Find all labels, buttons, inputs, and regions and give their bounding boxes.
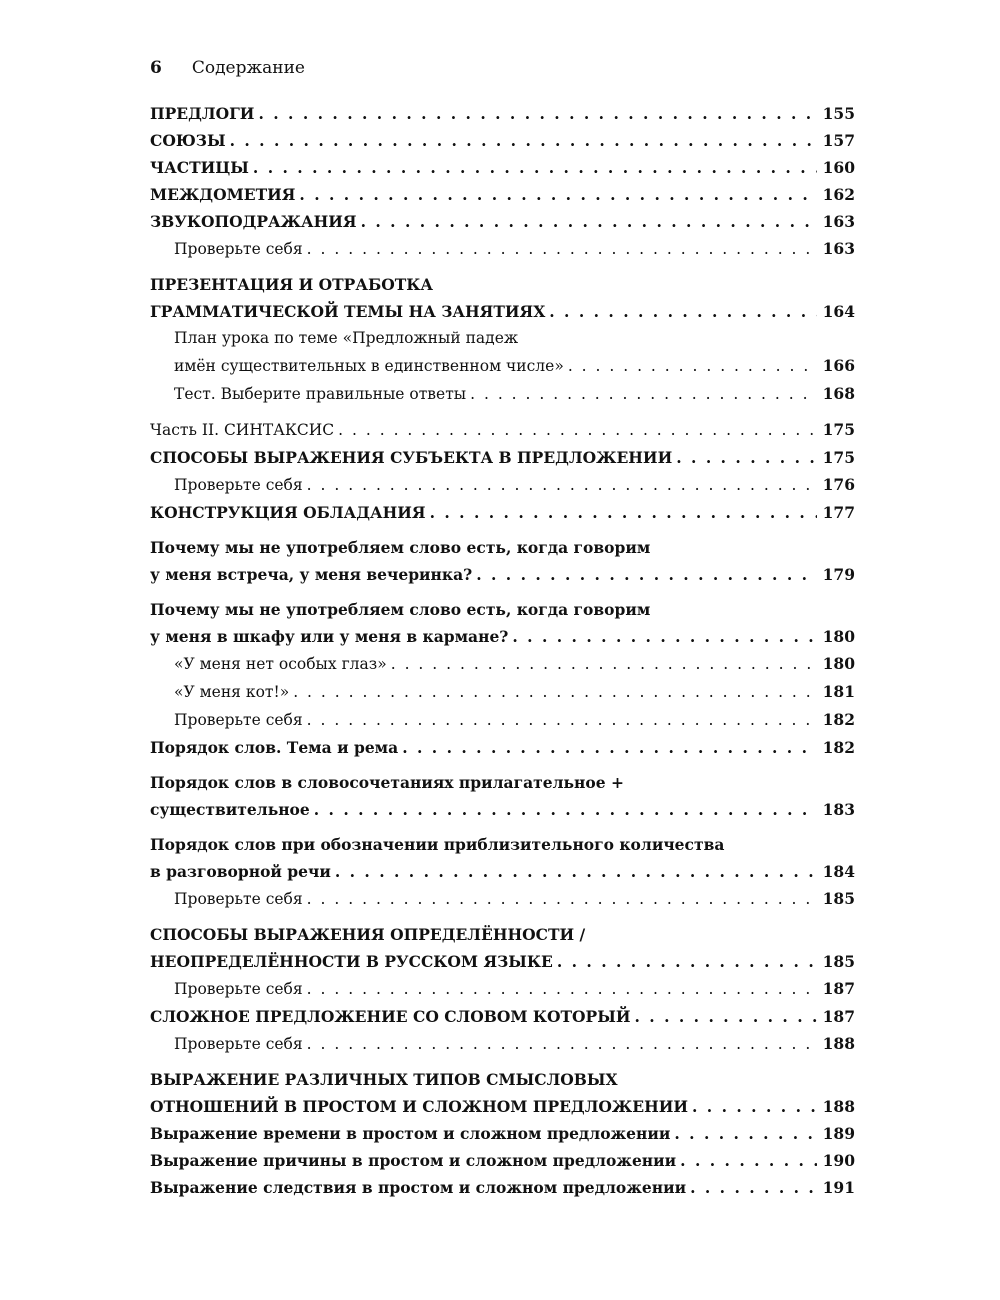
leader-dots	[299, 181, 817, 208]
toc-entry[interactable]	[150, 127, 855, 154]
toc-page-number: 160	[822, 158, 855, 177]
toc-page-number: 187	[822, 1007, 855, 1026]
toc-entry[interactable]	[150, 471, 855, 499]
toc-entry-title: «У меня нет особых глаз»	[174, 655, 387, 673]
toc-entry[interactable]	[150, 380, 855, 408]
toc-page-number: 163	[822, 212, 855, 231]
toc-entry[interactable]	[150, 154, 855, 181]
toc-entry[interactable]	[150, 1003, 855, 1030]
toc-entry-title: СЛОЖНОЕ ПРЕДЛОЖЕНИЕ СО СЛОВОМ КОТОРЫЙ	[150, 1007, 631, 1026]
toc-entry-title: Выражение следствия в простом и сложном предложении	[150, 1178, 687, 1197]
toc-page-number: 185	[822, 952, 855, 971]
leader-dots	[391, 651, 817, 678]
toc-entry-title: ЧАСТИЦЫ	[150, 158, 249, 177]
toc-entry-title: Проверьте себя	[174, 980, 303, 998]
toc-entry-title: План урока по теме «Предложный падеж	[174, 329, 519, 347]
toc-entry[interactable]	[150, 235, 855, 263]
toc-entry-title: ГРАММАТИЧЕСКОЙ ТЕМЫ НА ЗАНЯТИЯХ	[150, 302, 546, 321]
toc-page-number: 175	[822, 448, 855, 467]
toc-entry-title: Почему мы не употребляем слово есть, когда говорим	[150, 600, 651, 619]
toc-page-number: 184	[822, 862, 855, 881]
toc-entry-title: СОЮЗЫ	[150, 131, 226, 150]
toc-page-number: 182	[822, 710, 855, 729]
toc-entry[interactable]	[150, 325, 855, 380]
toc-entry[interactable]	[150, 534, 855, 588]
toc-entry[interactable]	[150, 885, 855, 913]
toc-page-number: 190	[822, 1151, 855, 1170]
toc-page-number: 175	[822, 420, 855, 439]
toc-entry[interactable]	[150, 769, 855, 823]
toc-entry[interactable]	[150, 1120, 855, 1147]
toc-entry-title: в разговорной речи	[150, 862, 331, 881]
page-number: 6	[150, 58, 162, 78]
leader-dots	[680, 1147, 817, 1174]
running-header	[150, 58, 305, 78]
leader-dots	[230, 127, 817, 154]
toc-entry-title: ПРЕДЛОГИ	[150, 104, 255, 123]
leader-dots	[307, 236, 817, 263]
toc-entry-title: «У меня кот!»	[174, 683, 290, 701]
toc-page-number: 185	[822, 889, 855, 908]
toc-page-number: 180	[822, 627, 855, 646]
leader-dots	[307, 976, 817, 1003]
toc-entry-title: Выражение времени в простом и сложном предложении	[150, 1124, 671, 1143]
toc-entry-title: Проверьте себя	[174, 476, 303, 494]
toc-entry[interactable]	[150, 596, 855, 650]
toc-entry[interactable]	[150, 271, 855, 325]
toc-entry[interactable]	[150, 650, 855, 678]
leader-dots	[676, 444, 817, 471]
leader-dots	[470, 381, 817, 408]
toc-entry-title: Проверьте себя	[174, 240, 303, 258]
running-title: Содержание	[191, 58, 305, 78]
toc-entry-title: МЕЖДОМЕТИЯ	[150, 185, 296, 204]
leader-dots	[430, 499, 817, 526]
leader-dots	[307, 707, 817, 734]
toc-page-number: 188	[822, 1097, 855, 1116]
toc-entry-title: Проверьте себя	[174, 1035, 303, 1053]
leader-dots	[512, 623, 817, 650]
toc-page-number: 166	[822, 356, 855, 375]
leader-dots	[258, 100, 817, 127]
toc-page-number: 168	[822, 384, 855, 403]
toc-entry[interactable]	[150, 208, 855, 235]
toc-entry[interactable]	[150, 831, 855, 885]
toc-page-number: 177	[822, 503, 855, 522]
toc-entry-title: СПОСОБЫ ВЫРАЖЕНИЯ СУБЪЕКТА В ПРЕДЛОЖЕНИИ	[150, 448, 673, 467]
toc-page-number: 188	[822, 1034, 855, 1053]
toc-entry[interactable]	[150, 444, 855, 471]
toc-page-number: 189	[822, 1124, 855, 1143]
toc-entry[interactable]	[150, 1147, 855, 1174]
toc-entry-title: ОТНОШЕНИЙ В ПРОСТОМ И СЛОЖНОМ ПРЕДЛОЖЕНИИ	[150, 1097, 689, 1116]
toc-page-number: 176	[822, 475, 855, 494]
toc-entry-title: Порядок слов. Тема и рема	[150, 738, 399, 757]
leader-dots	[402, 734, 817, 761]
toc-page-number: 181	[822, 682, 855, 701]
toc-entry[interactable]	[150, 1066, 855, 1120]
toc-page-number: 163	[822, 239, 855, 258]
toc-entry-title: Проверьте себя	[174, 711, 303, 729]
toc-entry-title: Тест. Выберите правильные ответы	[174, 385, 467, 403]
toc-entry-title: НЕОПРЕДЕЛЁННОСТИ В РУССКОМ ЯЗЫКЕ	[150, 952, 553, 971]
leader-dots	[314, 796, 817, 823]
toc-entry-title: СПОСОБЫ ВЫРАЖЕНИЯ ОПРЕДЕЛЁННОСТИ /	[150, 925, 586, 944]
toc-entry[interactable]	[150, 1030, 855, 1058]
toc-entry-title: Часть II. СИНТАКСИС	[150, 421, 335, 439]
leader-dots	[307, 472, 817, 499]
leader-dots	[690, 1174, 817, 1201]
leader-dots	[293, 679, 817, 706]
toc-page-number: 183	[822, 800, 855, 819]
toc-entry[interactable]	[150, 921, 855, 975]
toc-page-number: 191	[822, 1178, 855, 1197]
toc-entry-title: у меня встреча, у меня вечеринка?	[150, 565, 473, 584]
toc-entry-title: Порядок слов при обозначении приблизительного количества	[150, 835, 725, 854]
toc-entry-title: КОНСТРУКЦИЯ ОБЛАДАНИЯ	[150, 503, 426, 522]
leader-dots	[674, 1120, 817, 1147]
toc-entry-title: Почему мы не употребляем слово есть, когда говорим	[150, 538, 651, 557]
leader-dots	[568, 353, 817, 380]
leader-dots	[549, 298, 817, 325]
leader-dots	[692, 1093, 817, 1120]
toc-page-number: 182	[822, 738, 855, 757]
toc-page-number: 187	[822, 979, 855, 998]
table-of-contents	[150, 100, 855, 1201]
leader-dots	[253, 154, 817, 181]
toc-entry-title: ЗВУКОПОДРАЖАНИЯ	[150, 212, 357, 231]
toc-page-number: 179	[822, 565, 855, 584]
leader-dots	[476, 561, 817, 588]
leader-dots	[307, 1031, 817, 1058]
toc-entry[interactable]	[150, 975, 855, 1003]
leader-dots	[307, 886, 817, 913]
leader-dots	[635, 1003, 818, 1030]
toc-entry[interactable]	[150, 706, 855, 734]
toc-entry[interactable]	[150, 100, 855, 127]
toc-entry-title: существительное	[150, 800, 310, 819]
leader-dots	[361, 208, 817, 235]
toc-entry-title: Выражение причины в простом и сложном предложении	[150, 1151, 677, 1170]
toc-entry[interactable]	[150, 1174, 855, 1201]
toc-entry[interactable]	[150, 499, 855, 526]
toc-page-number: 162	[822, 185, 855, 204]
toc-page-number: 164	[822, 302, 855, 321]
leader-dots	[338, 417, 817, 444]
toc-entry[interactable]	[150, 678, 855, 706]
leader-dots	[335, 858, 817, 885]
toc-entry-title: Порядок слов в словосочетаниях прилагательное +	[150, 773, 624, 792]
toc-entry-title: Проверьте себя	[174, 890, 303, 908]
toc-entry-title: у меня в шкафу или у меня в кармане?	[150, 627, 509, 646]
toc-entry-title: ПРЕЗЕНТАЦИЯ И ОТРАБОТКА	[150, 275, 433, 294]
toc-entry[interactable]	[150, 181, 855, 208]
toc-page-number: 155	[822, 104, 855, 123]
toc-entry[interactable]	[150, 416, 855, 444]
toc-entry[interactable]	[150, 734, 855, 761]
toc-entry-title: имён существительных в единственном числе»	[174, 357, 564, 375]
toc-page-number: 180	[822, 654, 855, 673]
toc-page-number: 157	[822, 131, 855, 150]
toc-entry-title: ВЫРАЖЕНИЕ РАЗЛИЧНЫХ ТИПОВ СМЫСЛОВЫХ	[150, 1070, 618, 1089]
leader-dots	[557, 948, 817, 975]
